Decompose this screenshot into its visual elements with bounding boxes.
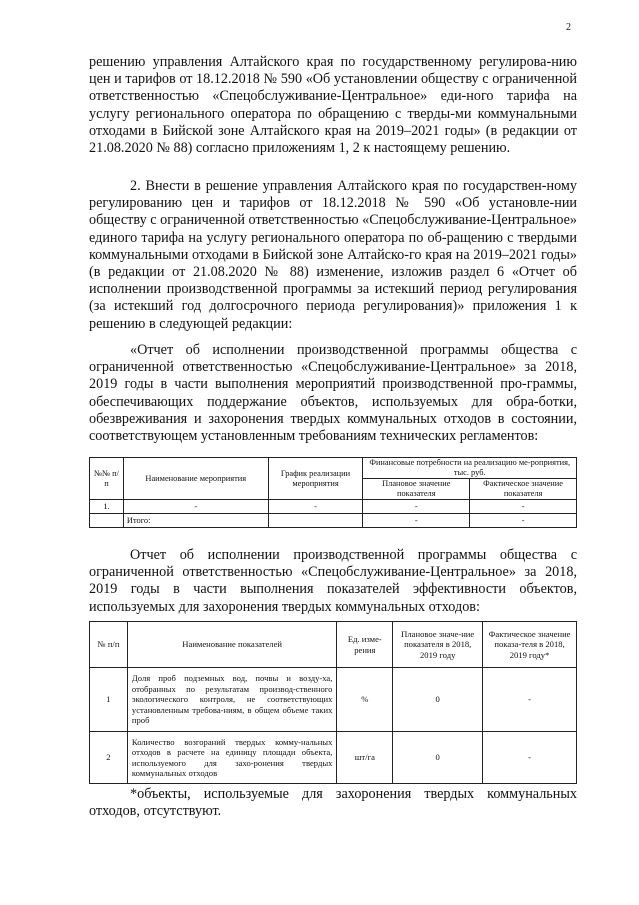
cell: 1.: [90, 500, 124, 514]
indicator-name: Количество возгораний твердых комму-нальных отходов в расчете на единицу площади объекта, используемого для захо-ронения твердых коммунальных отходов: [127, 732, 336, 784]
page-number: 2: [566, 22, 571, 33]
indicator-actual: -: [483, 668, 577, 732]
paragraph-report-efficiency: Отчет об исполнении производственной программы общества с ограниченной ответственностью «Спецобслуживание-Центральное» за 2018, 2019 годы в части выполнения показателей эффективности объектов, используемых для захоронения твердых коммунальных отходов:: [89, 547, 577, 615]
header-planned-value: Плановое значение показателя: [363, 479, 470, 500]
total-label: Итого:: [123, 514, 268, 528]
header-num: №№ п/п: [90, 458, 124, 500]
header-indicator-name: Наименование показателей: [127, 622, 336, 668]
header-schedule: График реализации мероприятия: [268, 458, 363, 500]
total-row: [90, 514, 577, 528]
paragraph-continuation: решению управления Алтайского края по государственному регулирова-нию цен и тарифов от 18.12.2018 № 590 «Об установлении обществу с ограниченной ответственностью «Спецобслуживание-Центральное» еди-ного тарифа на услугу регионального оператора по обращению с тверды-ми коммунальными отходами в Бийской зоне Алтайского края на 2019–2021 годы» (в редакции от 21.08.2020 № 88) согласно приложениям 1, 2 к настоящему решению.: [89, 54, 577, 157]
table-row: [90, 668, 577, 732]
header-activity-name: Наименование мероприятия: [123, 458, 268, 500]
header-num: № п/п: [90, 622, 128, 668]
indicator-name: Доля проб подземных вод, почвы и возду-ха, отобранных по результатам производ-ственного экологического контроля, не соответствующих установленным требова-ниям, в общем объеме таких проб: [127, 668, 336, 732]
table-row: [90, 732, 577, 784]
header-unit: Ед. изме-рения: [337, 622, 393, 668]
footnote: *объекты, используемые для захоронения твердых коммунальных отходов, отсутствуют.: [89, 786, 577, 820]
paragraph-report-intro: «Отчет об исполнении производственной программы общества с ограниченной ответственностью «Спецобслуживание-Центральное» за 2018, 2019 годы в части выполнения мероприятий производственной про-граммы, обеспечивающих поддержание объектов, используемых для обра-ботки, обезвреживания и захоронения твердых коммунальных отходов в состоянии, соответствующем установленным требованиям технических регламентов:: [89, 342, 577, 445]
indicator-planned: 0: [393, 732, 483, 784]
header-financial-needs: Финансовые потребности на реализацию ме-роприятия, тыс. руб.: [363, 458, 577, 479]
header-planned-value: Плановое значе-ние показателя в 2018, 2019 году: [393, 622, 483, 668]
cell: -: [363, 500, 470, 514]
table-row: [90, 500, 577, 514]
cell: -: [268, 500, 363, 514]
indicator-actual: -: [483, 732, 577, 784]
cell: -: [470, 500, 577, 514]
activities-table: [89, 457, 577, 528]
indicator-planned: 0: [393, 668, 483, 732]
indicators-table: [89, 621, 577, 784]
header-actual-value: Фактическое значение показателя: [470, 479, 577, 500]
row-num: 1: [90, 668, 128, 732]
cell: -: [123, 500, 268, 514]
indicator-unit: шт/га: [337, 732, 393, 784]
header-actual-value: Фактическое значение показа-теля в 2018, 2019 году*: [483, 622, 577, 668]
cell: -: [470, 514, 577, 528]
row-num: 2: [90, 732, 128, 784]
cell: [268, 514, 363, 528]
indicator-unit: %: [337, 668, 393, 732]
paragraph-item-2: 2. Внести в решение управления Алтайского края по государствен-ному регулированию цен и тарифов от 18.12.2018 № 590 «Об установле-нии обществу с ограниченной ответственностью «Спецобслуживание-Центральное» единого тарифа на услугу регионального оператора по об-ращению с твердыми коммунальными отходами в Бийской зоне Алтайско-го края на 2019–2021 годы» (в редакции от 21.08.2020 № 88) изменение, изложив раздел 6 «Отчет об исполнении производственной программы за истекший период регулирования (за истекший год долгосрочного периода регулирования)» приложения 1 к решению в следующей редакции:: [89, 178, 577, 332]
cell: -: [363, 514, 470, 528]
